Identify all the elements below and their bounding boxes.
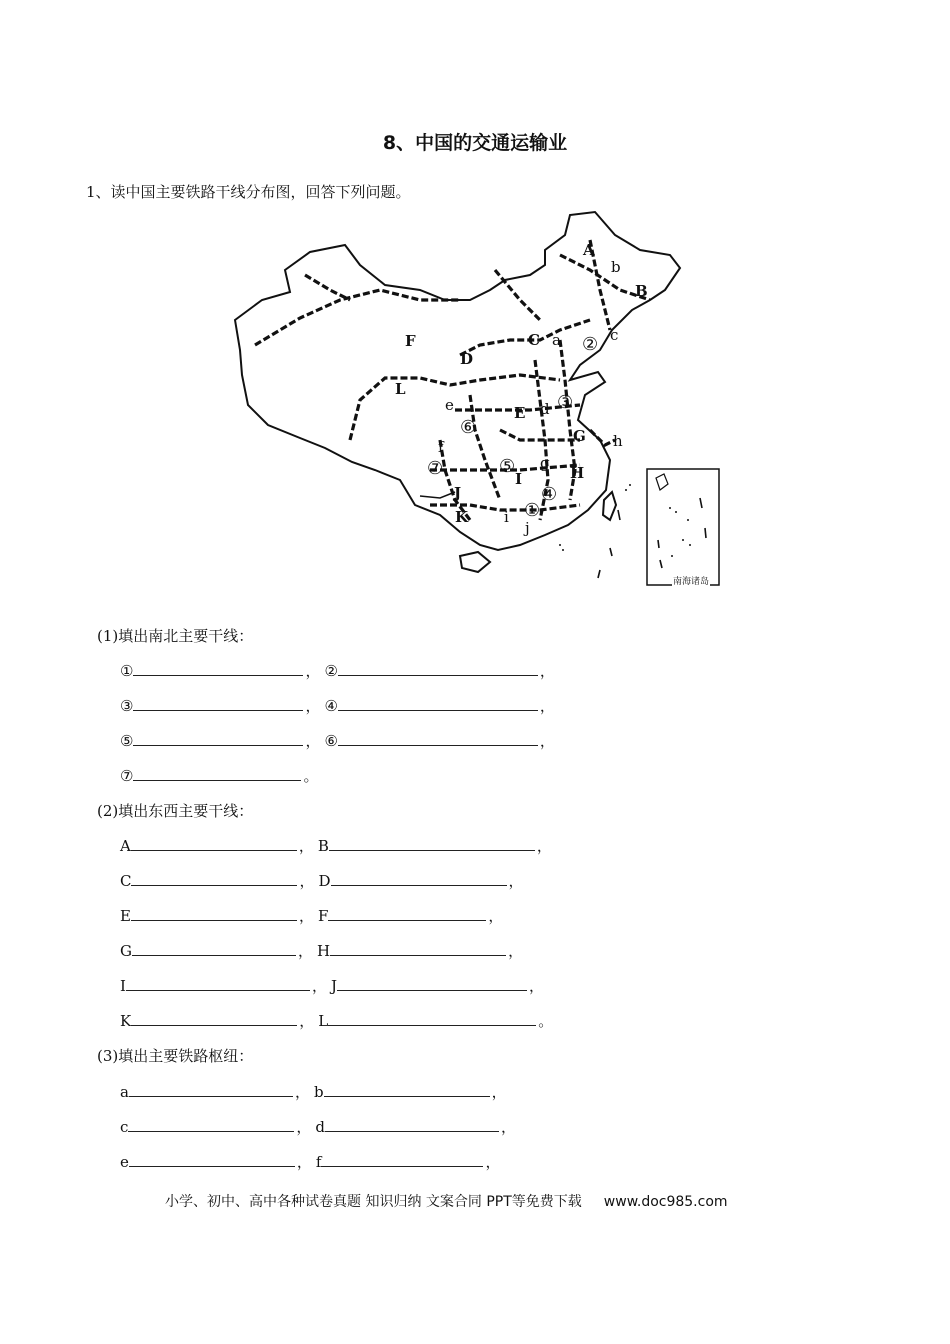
punctuation: 。	[538, 1012, 554, 1030]
map-label-A: A	[583, 241, 595, 259]
hainan-island	[460, 552, 490, 572]
punctuation: ，	[296, 1118, 312, 1136]
map-label-g: g	[540, 454, 550, 472]
blank-label: c	[120, 1118, 129, 1136]
map-label-5: ⑤	[499, 456, 516, 477]
map-labels	[395, 241, 648, 537]
page-footer	[165, 1191, 728, 1211]
map-label-2: ②	[582, 334, 599, 355]
blank-label: b	[313, 1083, 324, 1101]
punctuation: ，	[298, 907, 314, 925]
blank-label: ③	[120, 697, 134, 715]
punctuation: ，	[485, 1153, 501, 1171]
map-label-f: f	[438, 438, 444, 456]
answer-blank[interactable]	[133, 661, 303, 676]
answer-blank[interactable]	[338, 731, 538, 746]
blank-label: ②	[324, 662, 338, 680]
map-label-B: B	[635, 282, 648, 300]
section2-row	[120, 1010, 557, 1030]
question-stem: 1、读中国主要铁路干线分布图，回答下列问题。	[86, 183, 411, 201]
punctuation: 。	[303, 767, 319, 785]
answer-blank[interactable]	[132, 941, 296, 956]
map-label-c: c	[610, 326, 619, 344]
map-label-D: D	[460, 350, 474, 368]
blank-label: K	[120, 1012, 132, 1030]
blank-label: D	[318, 872, 331, 890]
blank-label: ④	[324, 697, 338, 715]
blank-label: H	[317, 942, 331, 960]
answer-blank[interactable]	[328, 906, 486, 921]
answer-blank[interactable]	[325, 1117, 499, 1132]
map-label-h: h	[613, 432, 623, 450]
answer-blank[interactable]	[133, 766, 301, 781]
section3-row	[120, 1116, 520, 1136]
punctuation: ，	[508, 872, 524, 890]
answer-blank[interactable]	[126, 976, 310, 991]
section3-row	[120, 1151, 504, 1171]
map-label-j: j	[525, 519, 530, 537]
answer-blank[interactable]	[131, 871, 297, 886]
blank-label: ①	[120, 662, 134, 680]
section1-row	[120, 765, 322, 785]
section2-row	[120, 940, 527, 960]
answer-blank[interactable]	[131, 1011, 297, 1026]
map-label-1: ①	[524, 500, 541, 521]
blank-label: a	[120, 1083, 129, 1101]
punctuation: ，	[305, 732, 321, 750]
blank-label: ⑥	[324, 732, 338, 750]
answer-blank[interactable]	[331, 871, 507, 886]
answer-blank[interactable]	[321, 1152, 483, 1167]
answer-blank[interactable]	[338, 696, 538, 711]
punctuation: ，	[508, 942, 524, 960]
section2-row	[120, 975, 548, 995]
answer-blank[interactable]	[328, 1011, 536, 1026]
section2-row	[120, 870, 528, 890]
punctuation: ，	[299, 1012, 315, 1030]
map-label-I: I	[515, 470, 523, 488]
punctuation: ，	[488, 907, 504, 925]
page-title: 8、中国的交通运输业	[382, 132, 568, 154]
map-label-6: ⑥	[460, 417, 477, 438]
map-label-3: ③	[557, 392, 574, 413]
inset-label: 南海诸岛	[672, 574, 710, 587]
south-china-sea-inset	[647, 469, 719, 585]
map-label-7: ⑦	[427, 458, 444, 479]
answer-blank[interactable]	[128, 1117, 294, 1132]
section3-row	[120, 1081, 511, 1101]
section1-row	[120, 695, 559, 715]
punctuation: ，	[491, 1083, 507, 1101]
punctuation: ，	[296, 1153, 312, 1171]
punctuation: ，	[305, 697, 321, 715]
blank-label: G	[120, 942, 132, 960]
punctuation: ，	[299, 872, 315, 890]
answer-blank[interactable]	[324, 1082, 490, 1097]
blank-label: F	[317, 907, 329, 925]
punctuation: ，	[528, 977, 544, 995]
section1-row	[120, 660, 559, 680]
map-label-E: E	[514, 404, 526, 422]
map-label-G: G	[573, 427, 586, 445]
section3-heading: (3)填出主要铁路枢纽：	[97, 1047, 254, 1065]
blank-label: ⑤	[120, 732, 134, 750]
map-label-i: i	[504, 508, 509, 526]
map-label-4: ④	[541, 484, 558, 505]
answer-blank[interactable]	[133, 731, 303, 746]
punctuation: ，	[539, 732, 555, 750]
blank-label: E	[120, 907, 131, 925]
map-label-d: d	[540, 400, 550, 418]
answer-blank[interactable]	[329, 836, 535, 851]
punctuation: ，	[501, 1118, 517, 1136]
answer-blank[interactable]	[337, 976, 527, 991]
section1-row	[120, 730, 559, 750]
punctuation: ，	[297, 942, 313, 960]
map-label-J: J	[454, 484, 462, 502]
map-label-F: F	[405, 332, 416, 350]
blank-label: L	[318, 1012, 329, 1030]
punctuation: ，	[294, 1083, 310, 1101]
punctuation: ，	[298, 837, 314, 855]
map-label-b: b	[611, 258, 621, 276]
blank-label: C	[120, 872, 132, 890]
blank-label: B	[317, 837, 329, 855]
punctuation: ，	[539, 662, 555, 680]
blank-label: A	[120, 837, 131, 855]
blank-label: f	[315, 1153, 322, 1171]
map-label-K: K	[455, 508, 469, 526]
blank-label: I	[120, 977, 126, 995]
blank-label: ⑦	[120, 767, 134, 785]
answer-blank[interactable]	[131, 836, 297, 851]
taiwan-island	[603, 492, 616, 520]
answer-blank[interactable]	[133, 696, 303, 711]
railway-map	[226, 208, 726, 590]
railway-lines	[255, 240, 650, 520]
map-label-H: H	[570, 464, 585, 482]
answer-blank[interactable]	[129, 1082, 293, 1097]
answer-blank[interactable]	[131, 906, 297, 921]
map-label-e: e	[445, 396, 454, 414]
answer-blank[interactable]	[338, 661, 538, 676]
punctuation: ，	[539, 697, 555, 715]
punctuation: ，	[305, 662, 321, 680]
section1-heading: (1)填出南北主要干线：	[97, 627, 254, 645]
map-label-L: L	[395, 380, 406, 398]
punctuation: ，	[536, 837, 552, 855]
map-label-a: a	[552, 331, 561, 349]
footer-text: 小学、初中、高中各种试卷真题 知识归纳 文案合同 PPT等免费下载	[165, 1194, 582, 1210]
map-label-C: C	[528, 331, 540, 349]
punctuation: ，	[311, 977, 327, 995]
blank-label: J	[330, 977, 337, 995]
section2-heading: (2)填出东西主要干线：	[97, 802, 254, 820]
answer-blank[interactable]	[129, 1152, 295, 1167]
answer-blank[interactable]	[330, 941, 506, 956]
blank-label: d	[315, 1118, 326, 1136]
section2-row	[120, 905, 507, 925]
section2-row	[120, 835, 556, 855]
blank-label: e	[120, 1153, 129, 1171]
footer-url[interactable]: www.doc985.com	[603, 1194, 728, 1210]
